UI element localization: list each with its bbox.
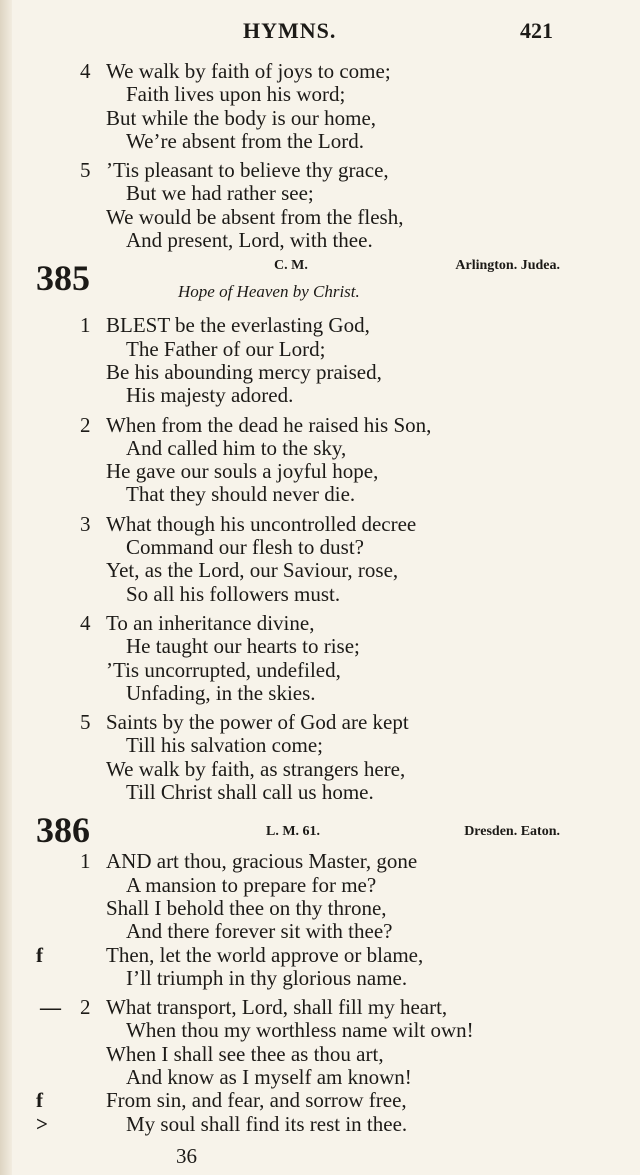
hymn-title: Hope of Heaven by Christ. xyxy=(178,282,360,302)
verse-line xyxy=(0,944,640,967)
line-text: When I shall see thee as thou art, xyxy=(106,1041,384,1066)
stanza-number: 2 xyxy=(80,995,91,1020)
line-text: But we had rather see; xyxy=(126,181,314,206)
verse-line xyxy=(0,1043,640,1066)
stanza-number: 5 xyxy=(80,158,91,183)
verse-line xyxy=(0,1066,640,1089)
verse-line xyxy=(0,83,640,106)
stanza-number: 3 xyxy=(80,511,91,536)
verse-line xyxy=(0,897,640,920)
verse-line xyxy=(0,781,640,804)
line-text: The Father of our Lord; xyxy=(126,336,326,361)
verse-line xyxy=(0,206,640,229)
verse-line xyxy=(0,314,640,337)
stanza-number: 5 xyxy=(80,710,91,735)
verse-line xyxy=(0,850,640,873)
line-text: I’ll triumph in thy glorious name. xyxy=(126,965,408,990)
verse-line xyxy=(0,1089,640,1112)
verse-line xyxy=(0,437,640,460)
verse-line xyxy=(0,361,640,384)
line-text: AND art thou, gracious Master, gone xyxy=(106,849,418,874)
line-text: To an inheritance divine, xyxy=(106,610,315,635)
verse-line xyxy=(0,536,640,559)
dynamics-mark: f xyxy=(36,942,43,967)
stanza-number: 1 xyxy=(80,849,91,874)
stanza xyxy=(0,996,640,1136)
stanza xyxy=(0,314,640,407)
line-text: So all his followers must. xyxy=(126,581,341,606)
line-text: Yet, as the Lord, our Saviour, rose, xyxy=(106,558,399,583)
stanza xyxy=(0,159,640,252)
verse-line xyxy=(0,920,640,943)
line-text: Saints by the power of God are kept xyxy=(106,710,409,735)
verse-line xyxy=(0,60,640,83)
line-text: And called him to the sky, xyxy=(126,435,347,460)
stanza xyxy=(0,850,640,990)
hymn-number: 385 xyxy=(36,258,90,299)
verse-line xyxy=(0,682,640,705)
verse-line xyxy=(0,182,640,205)
verse-line xyxy=(0,338,640,361)
stanza-number: 4 xyxy=(80,610,91,635)
verse-line xyxy=(0,635,640,658)
stanza-number: 2 xyxy=(80,412,91,437)
line-text: But while the body is our home, xyxy=(106,105,377,130)
line-text: Be his abounding mercy praised, xyxy=(106,359,382,384)
dynamics-mark: f xyxy=(36,1088,43,1113)
line-text: When from the dead he raised his Son, xyxy=(106,412,432,437)
line-text: We would be absent from the flesh, xyxy=(106,204,404,229)
verse-line xyxy=(0,1113,640,1136)
verse-line xyxy=(0,583,640,606)
line-text: He gave our souls a joyful hope, xyxy=(106,459,379,484)
verse-line xyxy=(0,107,640,130)
line-text: What transport, Lord, shall fill my heart, xyxy=(106,995,448,1020)
verse-line xyxy=(0,384,640,407)
running-title: HYMNS. xyxy=(243,18,337,43)
line-text: Till Christ shall call us home. xyxy=(126,780,374,805)
line-text: And there forever sit with thee? xyxy=(126,919,393,944)
hymn-385-heading xyxy=(0,258,640,308)
dynamics-mark: > xyxy=(36,1111,48,1136)
stanza xyxy=(0,612,640,705)
line-text: We’re absent from the Lord. xyxy=(126,128,364,153)
stanza-number: 1 xyxy=(80,313,91,338)
continued-hymn xyxy=(0,60,640,252)
line-text: Unfading, in the skies. xyxy=(126,680,316,705)
verse-line xyxy=(0,758,640,781)
line-text: A mansion to prepare for me? xyxy=(126,872,377,897)
stanza xyxy=(0,60,640,153)
line-text: Till his salvation come; xyxy=(126,733,323,758)
line-text: And present, Lord, with thee. xyxy=(126,228,373,253)
verse-line xyxy=(0,874,640,897)
line-text: And know as I myself am known! xyxy=(126,1064,412,1089)
line-text: His majesty adored. xyxy=(126,383,294,408)
hymn-meter: L. M. 61. xyxy=(266,824,321,840)
line-text: What though his uncontrolled decree xyxy=(106,511,417,536)
line-text: We walk by faith of joys to come; xyxy=(106,59,391,83)
verse-line xyxy=(0,483,640,506)
verse-line xyxy=(0,414,640,437)
verse-line xyxy=(0,996,640,1019)
stanza xyxy=(0,711,640,804)
line-text: BLEST be the everlasting God, xyxy=(106,313,370,338)
hymn-number: 386 xyxy=(36,810,90,851)
line-text: ’Tis uncorrupted, undefiled, xyxy=(106,657,341,682)
page-content xyxy=(0,60,640,1170)
line-text: When thou my worthless name wilt own! xyxy=(126,1018,474,1043)
verse-line xyxy=(0,612,640,635)
hymn-meter: C. M. xyxy=(274,258,308,274)
dynamics-mark: — xyxy=(40,995,61,1020)
line-text: Faith lives upon his word; xyxy=(126,82,346,107)
line-text: He taught our hearts to rise; xyxy=(126,634,360,659)
line-text: That they should never die. xyxy=(126,482,356,507)
hymn-386-body xyxy=(0,850,640,1136)
verse-line xyxy=(0,559,640,582)
verse-line xyxy=(0,513,640,536)
verse-line xyxy=(0,734,640,757)
verse-line xyxy=(0,229,640,252)
stanza xyxy=(0,414,640,507)
line-text: Command our flesh to dust? xyxy=(126,535,364,560)
verse-line xyxy=(0,159,640,182)
verse-line xyxy=(0,711,640,734)
line-text: We walk by faith, as strangers here, xyxy=(106,756,406,781)
stanza xyxy=(0,513,640,606)
verse-line xyxy=(0,460,640,483)
verse-line xyxy=(0,659,640,682)
hymn-tunes: Dresden. Eaton. xyxy=(464,824,560,840)
page-number: 421 xyxy=(520,18,553,43)
line-text: ’Tis pleasant to believe thy grace, xyxy=(106,158,389,183)
stanza-number: 4 xyxy=(80,59,91,83)
line-text: From sin, and fear, and sorrow free, xyxy=(106,1088,407,1113)
verse-line xyxy=(0,967,640,990)
line-text: Shall I behold thee on thy throne, xyxy=(106,895,387,920)
verse-line xyxy=(0,1019,640,1042)
verse-line xyxy=(0,130,640,153)
signature-mark: 36 xyxy=(176,1143,197,1168)
line-text: Then, let the world approve or blame, xyxy=(106,942,424,967)
hymn-tunes: Arlington. Judea. xyxy=(455,258,560,274)
page-header xyxy=(0,18,640,48)
line-text: My soul shall find its rest in thee. xyxy=(126,1111,408,1136)
hymn-386-heading xyxy=(0,810,640,851)
hymn-385-body xyxy=(0,314,640,804)
